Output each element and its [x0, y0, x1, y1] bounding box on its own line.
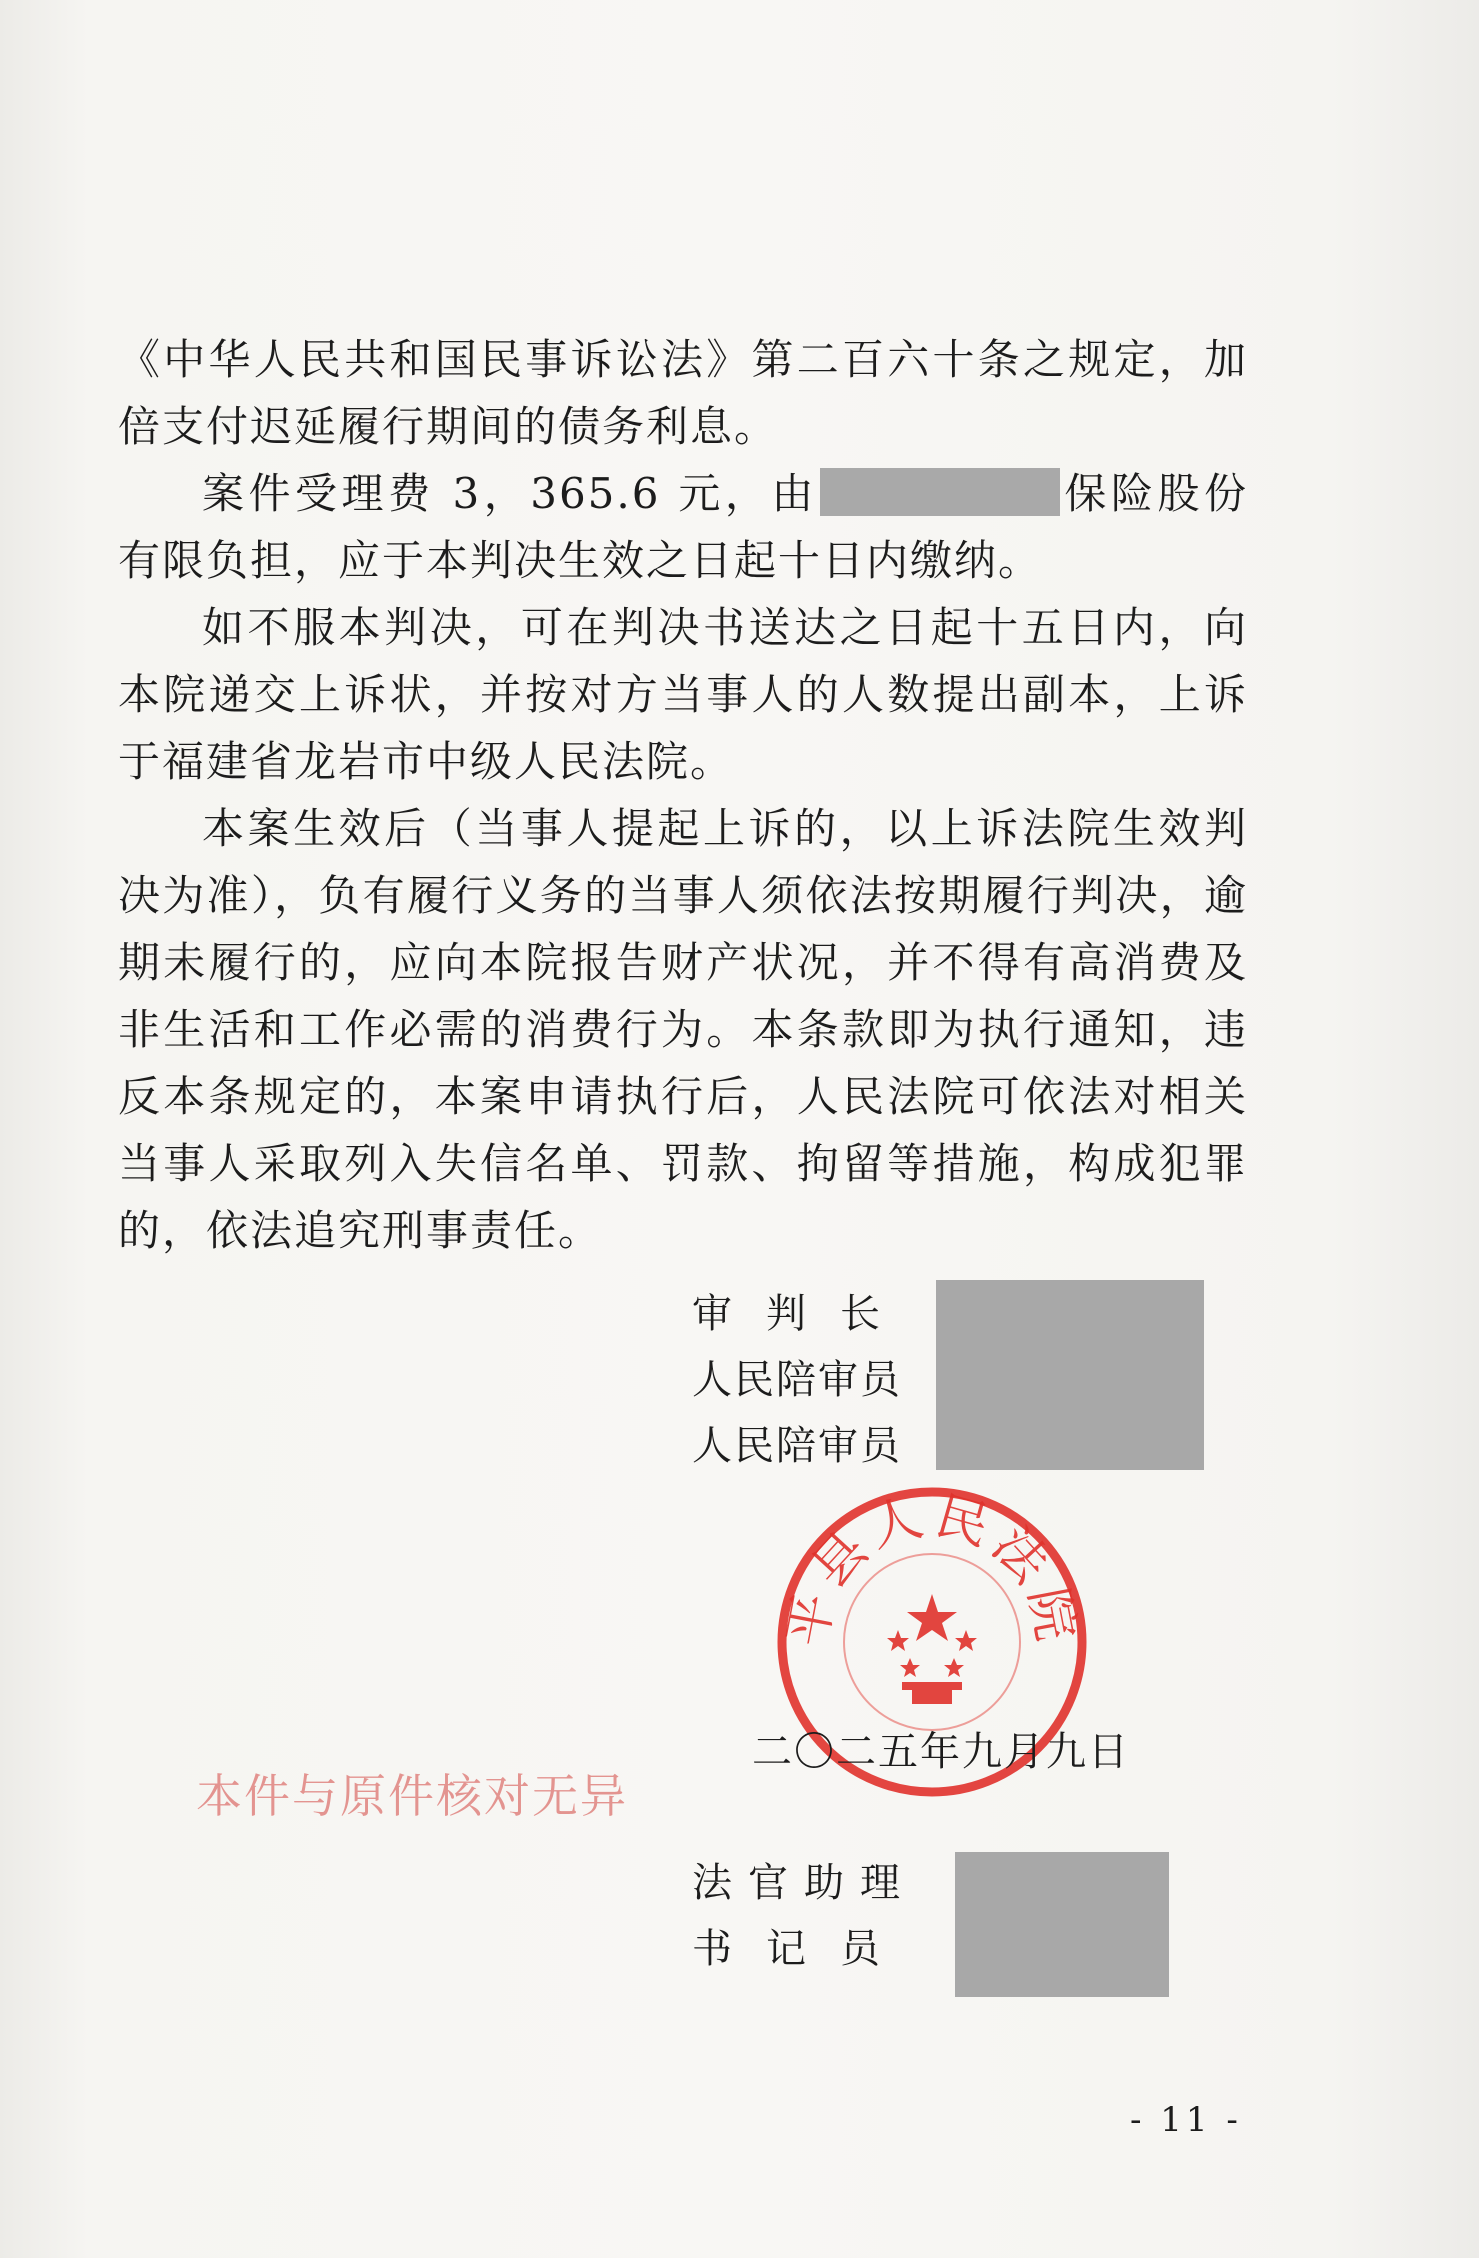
- redacted-clerk-names: [955, 1852, 1169, 1997]
- paragraph-appeal: 如不服本判决，可在判决书送达之日起十五日内，向本院递交上诉状，并按对方当事人的人数提出副本，上诉于福建省龙岩市中级人民法院。: [118, 603, 1248, 786]
- paragraph-fee: [118, 460, 1248, 594]
- assistant-label: 法官助理: [692, 1860, 916, 1906]
- clerk-label: 书记员: [692, 1926, 914, 1972]
- clerk-signatures: [692, 1850, 916, 1982]
- seal-text: 平县人民法院: [777, 1485, 1087, 1652]
- judgment-body: [118, 326, 1248, 1264]
- juror-label-2: 人民陪审员: [692, 1423, 902, 1469]
- redacted-panel-names: [936, 1280, 1204, 1470]
- juror-label-1: 人民陪审员: [692, 1357, 902, 1403]
- paragraph-interest: 《中华人民共和国民事诉讼法》第二百六十条之规定，加倍支付迟延履行期间的债务利息。: [118, 335, 1248, 451]
- chief-judge-label: 审判长: [692, 1291, 914, 1337]
- paragraph-enforcement: 本案生效后（当事人提起上诉的，以上诉法院生效判决为准），负有履行义务的当事人须依法按期履行判决，逾期未履行的，应向本院报告财产状况，并不得有高消费及非生活和工作必需的消费行为。本条款即为执行通知，违反本条规定的，本案申请执行后，人民法院可依法对相关当事人采取列入失信名单、罚款、拘留等措施，构成犯罪的，依法追究刑事责任。: [118, 804, 1248, 1255]
- page-number: - 11 -: [1130, 2100, 1242, 2140]
- fee-text-after: 保险股份有限负担，应于本判决生效之日起十日内缴纳。: [118, 469, 1248, 585]
- judgment-date: 二〇二五年九月九日: [752, 1729, 1130, 1775]
- copy-verification-stamp: 本件与原件核对无异: [196, 1769, 628, 1823]
- redacted-party-name: [820, 468, 1060, 516]
- panel-signatures: [692, 1281, 914, 1479]
- fee-text-before: 案件受理费 3，365.6 元，由: [202, 469, 818, 518]
